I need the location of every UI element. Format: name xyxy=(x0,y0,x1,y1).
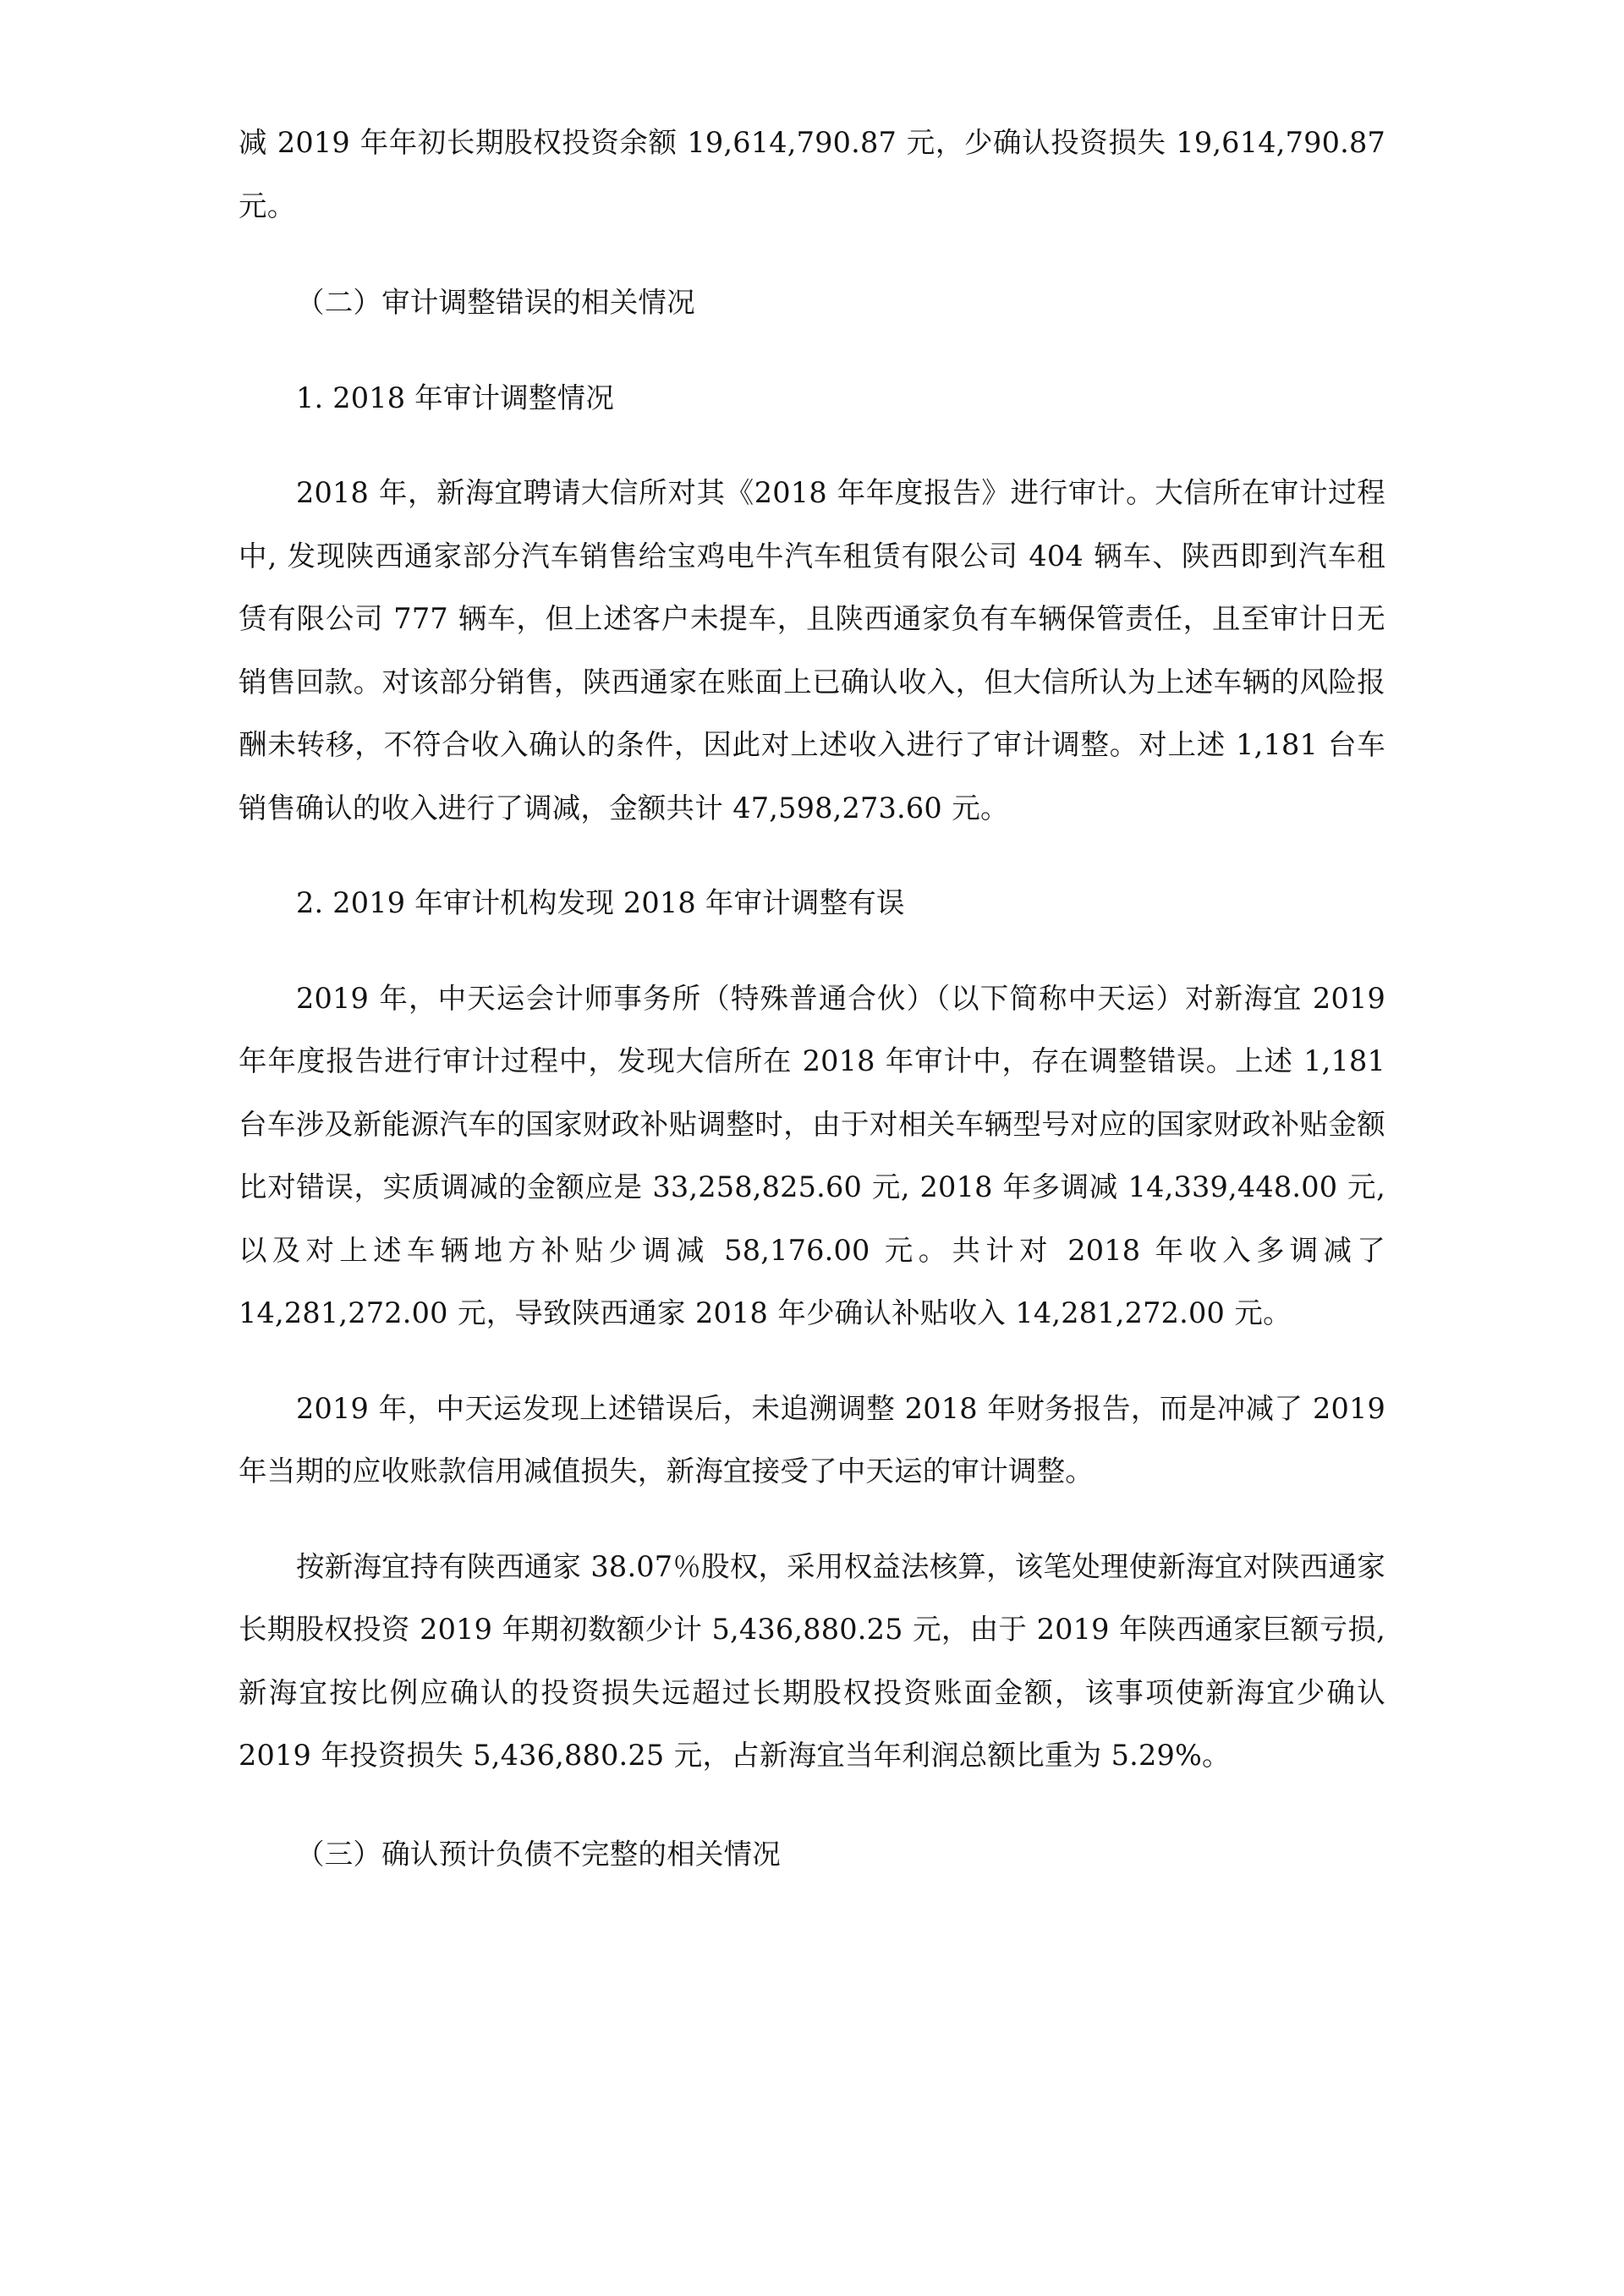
spacer xyxy=(239,1345,1385,1378)
heading-section-two: （二）审计调整错误的相关情况 xyxy=(296,286,695,319)
paragraph-2019-retrospective: 2019 年，中天运发现上述错误后，未追溯调整 2018 年财务报告，而是冲减了 2019 年当期的应收账款信用减值损失，新海宜接受了中天运的审计调整。 xyxy=(239,1391,1385,1488)
spacer xyxy=(239,1788,1385,1823)
spacer xyxy=(239,1504,1385,1536)
heading-2018-audit-adjustment: 1. 2018 年审计调整情况 xyxy=(296,381,615,414)
spacer xyxy=(239,238,1385,271)
spacer xyxy=(239,840,1385,872)
heading-2019-audit-error-found: 2. 2019 年审计机构发现 2018 年审计调整有误 xyxy=(296,886,905,919)
paragraph-continuation: 减 2019 年年初长期股权投资余额 19,614,790.87 元，少确认投资损失 19,614,790.87 元。 xyxy=(239,126,1385,222)
paragraph-equity-method: 按新海宜持有陕西通家 38.07％股权，采用权益法核算，该笔处理使新海宜对陕西通家长期股权投资 2019 年期初数额少计 5,436,880.25 元，由于 2019 年陕西通家巨额亏损, 新海宜按比例应确认的投资损失远超过长期股权投资账面金额，该事项使新海宜少确认 2019 年投资损失 5,436,880.25 元，占新海宜当年利润总额比重为 5.29%。 xyxy=(239,1549,1385,1772)
paragraph-2019-finding: 2019 年，中天运会计师事务所（特殊普通合伙）（以下简称中天运）对新海宜 2019 年年度报告进行审计过程中，发现大信所在 2018 年审计中，存在调整错误。上述 1,181 台车涉及新能源汽车的国家财政补贴调整时，由于对相关车辆型号对应的国家财政补贴金额比对错误，实质调减的金额应是 33,258,825.60 元, 2018 年多调减 14,339,448.00 元, 以及对上述车辆地方补贴少调减 58,176.00 元。共计对 2018 年收入多调减了 14,281,272.00 元，导致陕西通家 2018 年少确认补贴收入 14,281,272.00 元。 xyxy=(239,981,1385,1329)
text-column xyxy=(239,112,1385,1886)
spacer xyxy=(239,935,1385,967)
spacer xyxy=(239,430,1385,462)
paragraph-2018-audit: 2018 年，新海宜聘请大信所对其《2018 年年度报告》进行审计。大信所在审计过程中, 发现陕西通家部分汽车销售给宝鸡电牛汽车租赁有限公司 404 辆车、陕西即到汽车租赁有限公司 777 辆车，但上述客户未提车，且陕西通家负有车辆保管责任，且至审计日无销售回款。对该部分销售，陕西通家在账面上已确认收入，但大信所认为上述车辆的风险报酬未转移，不符合收入确认的条件，因此对上述收入进行了审计调整。对上述 1,181 台车销售确认的收入进行了调减，金额共计 47,598,273.60 元。 xyxy=(239,476,1385,825)
heading-section-three: （三）确认预计负债不完整的相关情况 xyxy=(296,1837,781,1871)
spacer xyxy=(239,335,1385,367)
